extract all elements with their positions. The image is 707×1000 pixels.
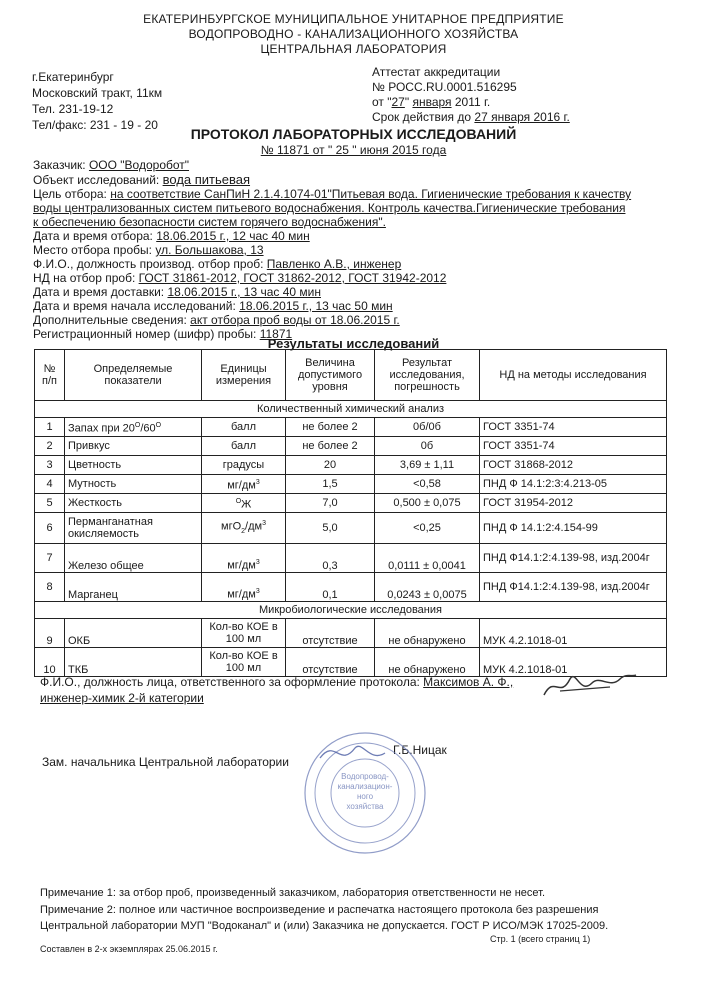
row-limit: 7,0: [286, 494, 375, 513]
row-result: 3,69 ± 1,11: [375, 456, 480, 475]
row-limit: 1,5: [286, 475, 375, 494]
row-limit: 0,3: [286, 544, 375, 573]
accreditation-date: от "27" января 2011 г.: [372, 95, 491, 109]
row-result: <0,25: [375, 513, 480, 544]
row-result: 0б: [375, 437, 480, 456]
note-1: Примечание 1: за отбор проб, произведенный заказчиком, лаборатория ответственности не несет.: [40, 887, 546, 899]
results-table: [34, 349, 667, 677]
accreditation-title: Аттестат аккредитации: [372, 65, 501, 79]
svg-text:ного: ного: [356, 792, 374, 801]
table-header-row: [35, 350, 667, 401]
header-limit: Величина допустимого уровня: [286, 350, 375, 401]
note-2: Примечание 2: полное или частичное воспроизведение и распечатка настоящего протокола без разрешения: [40, 904, 599, 916]
deputy-name: Г.Б.Ницак: [393, 743, 447, 757]
row-limit: 5,0: [286, 513, 375, 544]
row-number: 3: [35, 456, 65, 475]
row-result: 0,0111 ± 0,0041: [375, 544, 480, 573]
address-street: Московский тракт, 11км: [32, 86, 163, 100]
responsible-position: инженер-химик 2-й категории: [40, 691, 204, 705]
purpose-line1: Цель отбора: на соответствие СанПиН 2.1.4.1074-01"Питьевая вода. Гигиенические требования к качеству: [33, 187, 632, 201]
sampling-line: Дата и время отбора: 18.06.2015 г., 12 час 40 мин: [33, 229, 310, 243]
row-number: 2: [35, 437, 65, 456]
object-line: Объект исследований: вода питьевая: [33, 172, 251, 187]
table-row: [35, 437, 667, 456]
reg-line: Регистрационный номер (шифр) пробы: 11871: [33, 327, 293, 341]
protocol-title: ПРОТОКОЛ ЛАБОРАТОРНЫХ ИССЛЕДОВАНИЙ: [190, 126, 517, 142]
row-method: ПНД Ф14.1:2:4.139-98, изд.2004г: [480, 544, 667, 573]
row-name: ТКБ: [65, 648, 202, 677]
row-unit: градусы: [202, 456, 286, 475]
svg-text:канализацион-: канализацион-: [337, 782, 393, 791]
row-number: 7: [35, 544, 65, 573]
row-limit: отсутствие: [286, 648, 375, 677]
row-name: ОКБ: [65, 619, 202, 648]
row-name: Марганец: [65, 573, 202, 602]
deputy-title: Зам. начальника Центральной лаборатории: [42, 755, 289, 769]
row-method: МУК 4.2.1018-01: [480, 648, 667, 677]
start-line: Дата и время начала исследований: 18.06.2015 г., 13 час 50 мин: [33, 299, 393, 313]
row-number: 10: [35, 648, 65, 677]
row-unit: балл: [202, 437, 286, 456]
header-result: Результат исследования, погрешность: [375, 350, 480, 401]
row-number: 8: [35, 573, 65, 602]
row-unit: $мг/дм^3$: [202, 544, 286, 573]
row-result: <0,58: [375, 475, 480, 494]
section-chemical: Количественный химический анализ: [35, 401, 667, 418]
address-tel: Тел. 231-19-12: [32, 102, 114, 116]
row-limit: отсутствие: [286, 619, 375, 648]
signature-responsible: [540, 665, 640, 705]
table-row: [35, 619, 667, 648]
copies-note: Составлен в 2-х экземплярах 25.06.2015 г.: [40, 944, 218, 954]
table-row: [35, 418, 667, 437]
row-name: Жесткость: [65, 494, 202, 513]
row-name: Железо общее: [65, 544, 202, 573]
row-number: 9: [35, 619, 65, 648]
org-name-line3: ЦЕНТРАЛЬНАЯ ЛАБОРАТОРИЯ: [260, 42, 447, 56]
row-unit: $^O$Ж: [202, 494, 286, 513]
row-method: ГОСТ 31954-2012: [480, 494, 667, 513]
table-row: [35, 544, 667, 573]
note-3: Центральной лаборатории МУП "Водоканал" и (или) Заказчика не допускается. ГОСТ Р ИСО/МЭК 17025-2009.: [40, 920, 609, 932]
table-row: [35, 475, 667, 494]
header-unit: Единицы измерения: [202, 350, 286, 401]
header-number: № п/п: [35, 350, 65, 401]
row-number: 6: [35, 513, 65, 544]
responsible-line: Ф.И.О., должность лица, ответственного за оформление протокола: Максимов А. Ф.,: [40, 675, 514, 689]
row-unit: балл: [202, 418, 286, 437]
row-name: Перманганатная окисляемость: [65, 513, 202, 544]
row-unit: Кол-во КОЕ в 100 мл: [202, 619, 286, 648]
row-number: 5: [35, 494, 65, 513]
row-result: не обнаружено: [375, 619, 480, 648]
purpose-line2: воды централизованных систем питьевого водоснабжения. Контроль качества.Гигиенические требования: [33, 201, 626, 215]
customer-line: Заказчик: ООО "Водоробот": [33, 158, 190, 172]
sampler-line: Ф.И.О., должность производ. отбор проб: Павленко А.В., инженер: [33, 257, 402, 271]
row-result: 0б/0б: [375, 418, 480, 437]
row-result: 0,0243 ± 0,0075: [375, 573, 480, 602]
purpose-line3: к обеспечению безопасности систем горячего водоснабжения".: [33, 215, 386, 229]
row-name: Мутность: [65, 475, 202, 494]
row-limit: не более 2: [286, 437, 375, 456]
row-method: ГОСТ 3351-74: [480, 437, 667, 456]
accreditation-number: № РОСС.RU.0001.516295: [372, 80, 517, 94]
address-fax: Тел/факс: 231 - 19 - 20: [32, 118, 158, 132]
section-micro: Микробиологические исследования: [35, 602, 667, 619]
row-unit: $мг/дм^3$: [202, 475, 286, 494]
protocol-number: № 11871 от " 25 " июня 2015 года: [260, 143, 447, 157]
table-row: [35, 456, 667, 475]
svg-text:хозяйства: хозяйства: [346, 802, 384, 811]
org-name-line1: ЕКАТЕРИНБУРГСКОЕ МУНИЦИПАЛЬНОЕ УНИТАРНОЕ ПРЕДПРИЯТИЕ: [143, 12, 564, 26]
row-unit: $мгО_2/дм^3$: [202, 513, 286, 544]
row-name: Цветность: [65, 456, 202, 475]
accreditation-valid: Срок действия до 27 января 2016 г.: [372, 110, 570, 124]
row-method: ГОСТ 3351-74: [480, 418, 667, 437]
row-name: Запах при $20^O/60^O$: [65, 418, 202, 437]
row-limit: 20: [286, 456, 375, 475]
extra-line: Дополнительные сведения: акт отбора проб воды от 18.06.2015 г.: [33, 313, 400, 327]
row-unit: $мг/дм^3$: [202, 573, 286, 602]
table-row: [35, 573, 667, 602]
delivery-line: Дата и время доставки: 18.06.2015 г., 13 час 40 мин: [33, 285, 321, 299]
stamp-icon: [300, 728, 430, 858]
row-number: 4: [35, 475, 65, 494]
svg-text:Водопровод-: Водопровод-: [341, 772, 389, 781]
table-row: [35, 494, 667, 513]
place-line: Место отбора пробы: ул. Большакова, 13: [33, 243, 264, 257]
header-method: НД на методы исследования: [480, 350, 667, 401]
row-method: МУК 4.2.1018-01: [480, 619, 667, 648]
row-method: ПНД Ф14.1:2:4.139-98, изд.2004г: [480, 573, 667, 602]
table-row: [35, 513, 667, 544]
results-title: Результаты исследований: [267, 336, 440, 351]
row-name: Привкус: [65, 437, 202, 456]
row-method: ГОСТ 31868-2012: [480, 456, 667, 475]
nd-line: НД на отбор проб: ГОСТ 31861-2012, ГОСТ 31862-2012, ГОСТ 31942-2012: [33, 271, 447, 285]
row-limit: не более 2: [286, 418, 375, 437]
row-result: 0,500 ± 0,075: [375, 494, 480, 513]
row-result: не обнаружено: [375, 648, 480, 677]
row-method: ПНД Ф 14.1:2:3:4.213-05: [480, 475, 667, 494]
address-city: г.Екатеринбург: [32, 70, 114, 84]
header-indicator: Определяемые показатели: [65, 350, 202, 401]
row-unit: Кол-во КОЕ в 100 мл: [202, 648, 286, 677]
row-method: ПНД Ф 14.1:2:4.154-99: [480, 513, 667, 544]
row-limit: 0,1: [286, 573, 375, 602]
row-number: 1: [35, 418, 65, 437]
org-name-line2: ВОДОПРОВОДНО - КАНАЛИЗАЦИОННОГО ХОЗЯЙСТВА: [188, 27, 519, 41]
page-number: Стр. 1 (всего страниц 1): [490, 934, 591, 944]
